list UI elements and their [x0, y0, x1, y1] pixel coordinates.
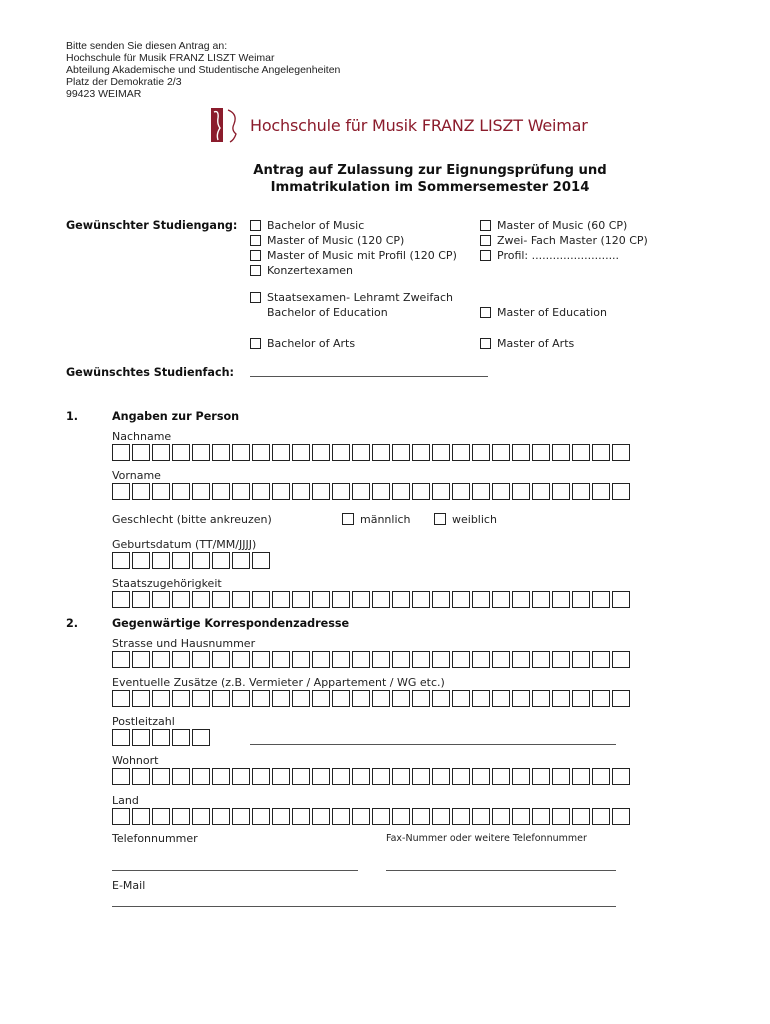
char-box[interactable] [612, 808, 630, 825]
address-line: 99423 WEIMAR [66, 88, 142, 100]
section-heading-adresse: Gegenwärtige Korrespondenzadresse [112, 617, 350, 630]
checkbox[interactable] [250, 292, 261, 303]
checkbox[interactable] [434, 513, 446, 525]
char-box[interactable] [592, 768, 610, 785]
char-box[interactable] [312, 690, 330, 707]
char-box[interactable] [472, 768, 490, 785]
char-box[interactable] [252, 808, 270, 825]
char-box[interactable] [152, 591, 170, 608]
char-box[interactable] [372, 690, 390, 707]
address-line: Hochschule für Musik FRANZ LISZT Weimar [66, 52, 275, 64]
char-box[interactable] [512, 651, 530, 668]
studienfach-input-line[interactable] [250, 376, 488, 377]
char-box[interactable] [332, 808, 350, 825]
email-input-line[interactable] [112, 906, 616, 907]
char-box[interactable] [412, 768, 430, 785]
char-box[interactable] [272, 808, 290, 825]
title-line: Antrag auf Zulassung zur Eignungsprüfung und [253, 163, 607, 178]
char-box[interactable] [292, 651, 310, 668]
char-box[interactable] [152, 808, 170, 825]
char-box[interactable] [172, 808, 190, 825]
option-label: Master of Music (120 CP) [267, 233, 405, 247]
sender-address [66, 40, 340, 100]
char-box[interactable] [552, 483, 570, 500]
char-box[interactable] [132, 729, 150, 746]
form-title [0, 162, 770, 196]
char-box[interactable] [212, 808, 230, 825]
nachname-boxes[interactable] [112, 444, 630, 461]
char-box[interactable] [352, 690, 370, 707]
email-label: E-Mail [112, 879, 146, 892]
char-box[interactable] [172, 444, 190, 461]
option-label: Profil: ......................... [497, 248, 620, 262]
char-box[interactable] [572, 768, 590, 785]
char-box[interactable] [492, 768, 510, 785]
char-box[interactable] [372, 483, 390, 500]
char-box[interactable] [212, 690, 230, 707]
char-box[interactable] [352, 651, 370, 668]
char-box[interactable] [512, 808, 530, 825]
char-box[interactable] [372, 591, 390, 608]
char-box[interactable] [372, 444, 390, 461]
char-box[interactable] [212, 591, 230, 608]
char-box[interactable] [592, 483, 610, 500]
option-label: Zwei- Fach Master (120 CP) [497, 233, 648, 247]
char-box[interactable] [272, 768, 290, 785]
geschlecht-label: Geschlecht (bitte ankreuzen) [112, 513, 272, 526]
char-box[interactable] [332, 690, 350, 707]
char-box[interactable] [112, 768, 130, 785]
vorname-label: Vorname [112, 469, 161, 482]
char-box[interactable] [252, 444, 270, 461]
plz-label: Postleitzahl [112, 715, 175, 728]
char-box[interactable] [252, 591, 270, 608]
char-box[interactable] [152, 690, 170, 707]
char-box[interactable] [412, 444, 430, 461]
char-box[interactable] [512, 690, 530, 707]
char-box[interactable] [192, 690, 210, 707]
char-box[interactable] [452, 444, 470, 461]
char-box[interactable] [332, 591, 350, 608]
option-konzertexamen[interactable] [250, 263, 353, 277]
char-box[interactable] [252, 651, 270, 668]
char-box[interactable] [132, 552, 150, 569]
char-box[interactable] [412, 690, 430, 707]
char-box[interactable] [312, 651, 330, 668]
char-box[interactable] [232, 651, 250, 668]
char-box[interactable] [492, 444, 510, 461]
char-box[interactable] [132, 483, 150, 500]
section-heading-person: Angaben zur Person [112, 410, 240, 423]
option-master-music-120[interactable] [250, 233, 404, 247]
telefon-input-line[interactable] [112, 870, 358, 871]
option-weiblich[interactable] [434, 512, 497, 526]
char-box[interactable] [152, 651, 170, 668]
fax-label: Fax-Nummer oder weitere Telefonnummer [386, 833, 587, 844]
section-number: 2. [66, 617, 79, 630]
char-box[interactable] [432, 690, 450, 707]
char-box[interactable] [492, 591, 510, 608]
char-box[interactable] [572, 483, 590, 500]
land-label: Land [112, 794, 139, 807]
option-profil[interactable] [480, 248, 619, 262]
char-box[interactable] [132, 808, 150, 825]
char-box[interactable] [592, 690, 610, 707]
char-box[interactable] [552, 651, 570, 668]
checkbox[interactable] [250, 220, 261, 231]
char-box[interactable] [132, 768, 150, 785]
char-box[interactable] [572, 591, 590, 608]
zusaetze-boxes[interactable] [112, 690, 630, 707]
staatsangehoerigkeit-boxes[interactable] [112, 591, 630, 608]
char-box[interactable] [332, 483, 350, 500]
char-box[interactable] [172, 591, 190, 608]
char-box[interactable] [512, 483, 530, 500]
char-box[interactable] [172, 690, 190, 707]
land-boxes[interactable] [112, 808, 630, 825]
char-box[interactable] [192, 651, 210, 668]
char-box[interactable] [512, 444, 530, 461]
char-box[interactable] [452, 651, 470, 668]
checkbox[interactable] [250, 338, 261, 349]
char-box[interactable] [532, 591, 550, 608]
char-box[interactable] [552, 444, 570, 461]
char-box[interactable] [192, 808, 210, 825]
option-master-arts[interactable] [480, 336, 574, 350]
char-box[interactable] [532, 651, 550, 668]
char-box[interactable] [532, 483, 550, 500]
char-box[interactable] [132, 690, 150, 707]
char-box[interactable] [172, 483, 190, 500]
char-box[interactable] [352, 483, 370, 500]
plz-extra-line[interactable] [250, 744, 616, 745]
char-box[interactable] [532, 768, 550, 785]
option-bachelor-education-label [267, 305, 388, 319]
checkbox[interactable] [342, 513, 354, 525]
char-box[interactable] [572, 808, 590, 825]
char-box[interactable] [452, 768, 470, 785]
char-box[interactable] [392, 690, 410, 707]
option-maennlich[interactable] [342, 512, 411, 526]
checkbox[interactable] [480, 307, 491, 318]
char-box[interactable] [592, 444, 610, 461]
char-box[interactable] [192, 591, 210, 608]
checkbox[interactable] [480, 235, 491, 246]
char-box[interactable] [532, 444, 550, 461]
char-box[interactable] [112, 690, 130, 707]
char-box[interactable] [112, 483, 130, 500]
university-logo [208, 104, 588, 148]
char-box[interactable] [152, 768, 170, 785]
char-box[interactable] [472, 690, 490, 707]
char-box[interactable] [472, 651, 490, 668]
char-box[interactable] [232, 552, 250, 569]
char-box[interactable] [312, 591, 330, 608]
char-box[interactable] [412, 808, 430, 825]
zusaetze-label: Eventuelle Zusätze (z.B. Vermieter / Appartement / WG etc.) [112, 676, 445, 689]
studienfach-label: Gewünschtes Studienfach: [66, 366, 235, 379]
char-box[interactable] [372, 768, 390, 785]
char-box[interactable] [252, 483, 270, 500]
checkbox[interactable] [250, 250, 261, 261]
option-label: Bachelor of Arts [267, 336, 356, 350]
option-label: Master of Education [497, 305, 607, 319]
char-box[interactable] [392, 591, 410, 608]
char-box[interactable] [252, 552, 270, 569]
address-line: Bitte senden Sie diesen Antrag an: [66, 40, 228, 52]
char-box[interactable] [292, 444, 310, 461]
char-box[interactable] [212, 552, 230, 569]
option-master-education[interactable] [480, 305, 607, 319]
char-box[interactable] [112, 591, 130, 608]
fax-input-line[interactable] [386, 870, 616, 871]
char-box[interactable] [232, 768, 250, 785]
char-box[interactable] [192, 444, 210, 461]
char-box[interactable] [172, 729, 190, 746]
option-label: Master of Music (60 CP) [497, 218, 628, 232]
char-box[interactable] [352, 808, 370, 825]
char-box[interactable] [432, 444, 450, 461]
option-staatsexamen[interactable] [250, 290, 453, 304]
option-master-music-60[interactable] [480, 218, 627, 232]
option-zwei-fach-master[interactable] [480, 233, 648, 247]
address-line: Abteilung Akademische und Studentische Angelegenheiten [66, 64, 341, 76]
char-box[interactable] [112, 808, 130, 825]
char-box[interactable] [532, 808, 550, 825]
char-box[interactable] [292, 690, 310, 707]
char-box[interactable] [112, 552, 130, 569]
char-box[interactable] [612, 591, 630, 608]
char-box[interactable] [192, 768, 210, 785]
char-box[interactable] [292, 768, 310, 785]
char-box[interactable] [352, 591, 370, 608]
char-box[interactable] [492, 651, 510, 668]
option-label: weiblich [452, 512, 497, 526]
option-label: Konzertexamen [267, 263, 354, 277]
char-box[interactable] [332, 768, 350, 785]
char-box[interactable] [412, 651, 430, 668]
char-box[interactable] [172, 768, 190, 785]
char-box[interactable] [272, 483, 290, 500]
char-box[interactable] [152, 552, 170, 569]
title-line: Immatrikulation im Sommersemester 2014 [270, 180, 590, 195]
geburtsdatum-boxes[interactable] [112, 552, 270, 569]
char-box[interactable] [572, 690, 590, 707]
char-box[interactable] [232, 591, 250, 608]
char-box[interactable] [472, 808, 490, 825]
char-box[interactable] [472, 591, 490, 608]
logo-text: Hochschule für Musik FRANZ LISZT Weimar [250, 116, 588, 135]
checkbox[interactable] [250, 235, 261, 246]
char-box[interactable] [192, 483, 210, 500]
char-box[interactable] [452, 808, 470, 825]
checkbox[interactable] [480, 250, 491, 261]
char-box[interactable] [112, 651, 130, 668]
char-box[interactable] [152, 483, 170, 500]
char-box[interactable] [552, 808, 570, 825]
char-box[interactable] [212, 768, 230, 785]
option-label: Staatsexamen- Lehramt Zweifach [267, 290, 454, 304]
char-box[interactable] [212, 483, 230, 500]
char-box[interactable] [472, 483, 490, 500]
char-box[interactable] [292, 483, 310, 500]
char-box[interactable] [432, 651, 450, 668]
wohnort-label: Wohnort [112, 754, 159, 767]
char-box[interactable] [132, 444, 150, 461]
char-box[interactable] [112, 729, 130, 746]
char-box[interactable] [372, 808, 390, 825]
char-box[interactable] [172, 651, 190, 668]
char-box[interactable] [172, 552, 190, 569]
char-box[interactable] [252, 768, 270, 785]
char-box[interactable] [452, 483, 470, 500]
char-box[interactable] [612, 768, 630, 785]
char-box[interactable] [432, 808, 450, 825]
char-box[interactable] [132, 651, 150, 668]
checkbox[interactable] [480, 338, 491, 349]
section-number: 1. [66, 410, 79, 423]
char-box[interactable] [612, 651, 630, 668]
char-box[interactable] [192, 552, 210, 569]
char-box[interactable] [552, 690, 570, 707]
studiengang-label: Gewünschter Studiengang: [66, 219, 238, 232]
char-box[interactable] [152, 729, 170, 746]
option-label: Master of Arts [497, 336, 575, 350]
checkbox[interactable] [480, 220, 491, 231]
strasse-label: Strasse und Hausnummer [112, 637, 256, 650]
char-box[interactable] [492, 690, 510, 707]
char-box[interactable] [572, 444, 590, 461]
char-box[interactable] [552, 768, 570, 785]
char-box[interactable] [412, 483, 430, 500]
char-box[interactable] [392, 483, 410, 500]
char-box[interactable] [312, 483, 330, 500]
option-bachelor-music[interactable] [250, 218, 364, 232]
char-box[interactable] [232, 808, 250, 825]
char-box[interactable] [612, 690, 630, 707]
char-box[interactable] [432, 591, 450, 608]
char-box[interactable] [152, 444, 170, 461]
char-box[interactable] [192, 729, 210, 746]
char-box[interactable] [112, 444, 130, 461]
char-box[interactable] [492, 483, 510, 500]
char-box[interactable] [432, 483, 450, 500]
char-box[interactable] [392, 808, 410, 825]
char-box[interactable] [392, 651, 410, 668]
option-label: Master of Music mit Profil (120 CP) [267, 248, 457, 262]
char-box[interactable] [452, 591, 470, 608]
geburtsdatum-label: Geburtsdatum (TT/MM/JJJJ) [112, 538, 257, 551]
plz-boxes[interactable] [112, 729, 210, 746]
char-box[interactable] [612, 444, 630, 461]
char-box[interactable] [552, 591, 570, 608]
char-box[interactable] [272, 651, 290, 668]
char-box[interactable] [132, 591, 150, 608]
char-box[interactable] [272, 444, 290, 461]
char-box[interactable] [272, 690, 290, 707]
option-label: Bachelor of Education [267, 305, 388, 319]
char-box[interactable] [612, 483, 630, 500]
char-box[interactable] [512, 591, 530, 608]
char-box[interactable] [352, 444, 370, 461]
checkbox[interactable] [250, 265, 261, 276]
char-box[interactable] [292, 808, 310, 825]
address-line: Platz der Demokratie 2/3 [66, 76, 182, 88]
option-label: Bachelor of Music [267, 218, 365, 232]
char-box[interactable] [372, 651, 390, 668]
char-box[interactable] [392, 444, 410, 461]
strasse-boxes[interactable] [112, 651, 630, 668]
staatsangehoerigkeit-label: Staatszugehörigkeit [112, 577, 222, 590]
char-box[interactable] [252, 690, 270, 707]
char-box[interactable] [592, 651, 610, 668]
char-box[interactable] [292, 591, 310, 608]
char-box[interactable] [232, 483, 250, 500]
char-box[interactable] [472, 444, 490, 461]
nachname-label: Nachname [112, 430, 172, 443]
char-box[interactable] [572, 651, 590, 668]
char-box[interactable] [232, 444, 250, 461]
char-box[interactable] [492, 808, 510, 825]
char-box[interactable] [532, 690, 550, 707]
option-label: männlich [360, 512, 411, 526]
option-bachelor-arts[interactable] [250, 336, 355, 350]
char-box[interactable] [212, 651, 230, 668]
char-box[interactable] [412, 591, 430, 608]
char-box[interactable] [592, 591, 610, 608]
char-box[interactable] [512, 768, 530, 785]
vorname-boxes[interactable] [112, 483, 630, 500]
char-box[interactable] [592, 808, 610, 825]
char-box[interactable] [212, 444, 230, 461]
wohnort-boxes[interactable] [112, 768, 630, 785]
char-box[interactable] [332, 444, 350, 461]
char-box[interactable] [452, 690, 470, 707]
char-box[interactable] [312, 808, 330, 825]
option-master-music-profil[interactable] [250, 248, 457, 262]
char-box[interactable] [392, 768, 410, 785]
char-box[interactable] [272, 591, 290, 608]
char-box[interactable] [312, 444, 330, 461]
char-box[interactable] [312, 768, 330, 785]
char-box[interactable] [352, 768, 370, 785]
telefon-label: Telefonnummer [112, 832, 198, 845]
logo-emblem-icon [208, 104, 248, 148]
char-box[interactable] [332, 651, 350, 668]
char-box[interactable] [432, 768, 450, 785]
char-box[interactable] [232, 690, 250, 707]
